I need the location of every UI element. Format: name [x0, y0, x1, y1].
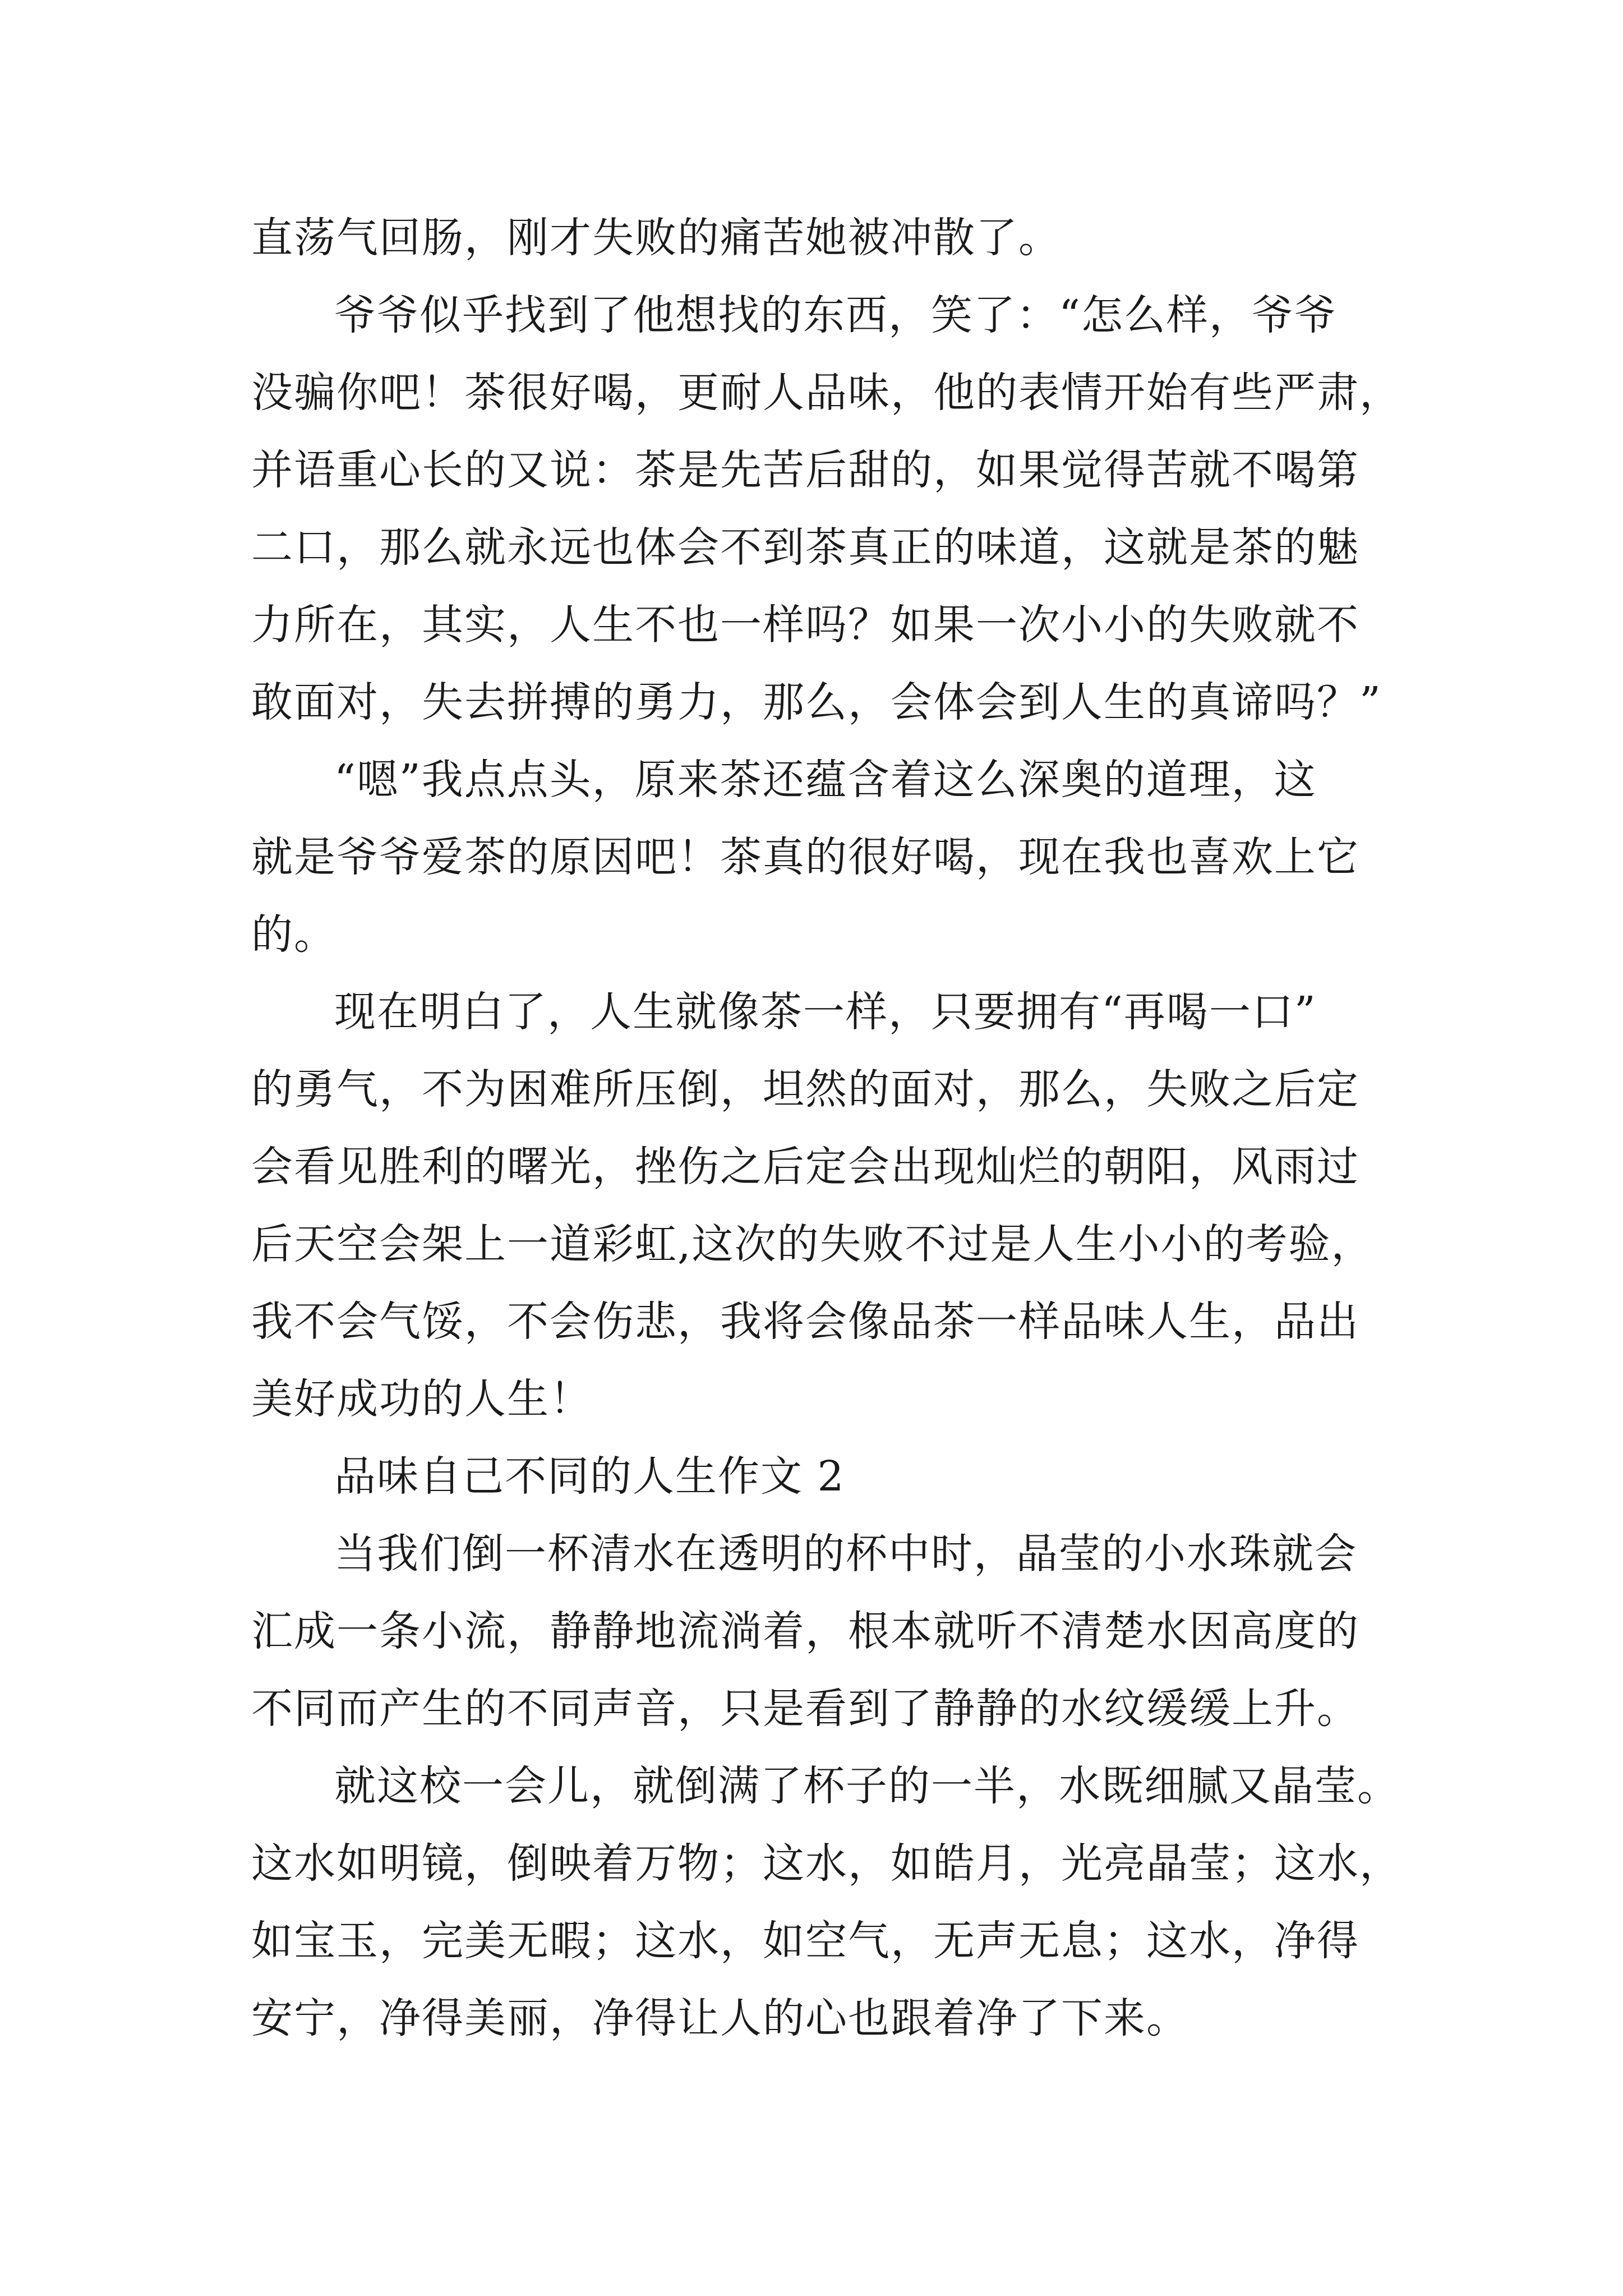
text-line: 不同而产生的不同声音，只是看到了静静的水纹缓缓上升。 [251, 1685, 1359, 1733]
text-line: 当我们倒一杯清水在透明的杯中时，晶莹的小水珠就会 [334, 1530, 1357, 1578]
text-line: “嗯”我点点头，原来茶还蕴含着这么深奥的道理，这 [334, 756, 1317, 804]
text-line: 直荡气回肠，刚才失败的痛苦她被冲散了。 [251, 214, 1061, 262]
text-line: 的勇气，不为困难所压倒，坦然的面对，那么，失败之后定 [251, 1065, 1359, 1114]
text-line: 爷爷似乎找到了他想找的东西，笑了：“怎么样，爷爷 [334, 291, 1337, 339]
text-line: 敢面对，失去拼搏的勇力，那么，会体会到人生的真谛吗？” [251, 678, 1382, 726]
text-line: 就这校一会儿，就倒满了杯子的一半，水既细腻又晶莹。 [334, 1762, 1400, 1810]
text-line: 汇成一条小流，静静地流淌着，根本就听不清楚水因高度的 [251, 1607, 1359, 1655]
text-line: 没骗你吧！茶很好喝，更耐人品味，他的表情开始有些严肃， [251, 369, 1402, 417]
text-line: 并语重心长的又说：茶是先苦后甜的，如果觉得苦就不喝第 [251, 446, 1359, 494]
text-line: 现在明白了，人生就像茶一样，只要拥有“再喝一口” [334, 988, 1317, 1036]
text-line: 会看见胜利的曙光，挫伤之后定会出现灿烂的朝阳，风雨过 [251, 1143, 1359, 1191]
text-line: 二口，那么就永远也体会不到茶真正的味道，这就是茶的魅 [251, 523, 1359, 572]
text-line: 这水如明镜，倒映着万物；这水，如皓月，光亮晶莹；这水， [251, 1839, 1402, 1888]
text-line: 力所在，其实，人生不也一样吗？如果一次小小的失败就不 [251, 601, 1359, 649]
text-line: 就是爷爷爱茶的原因吧！茶真的很好喝，现在我也喜欢上它 [251, 833, 1359, 881]
text-line: 美好成功的人生！ [251, 1375, 592, 1423]
text-line: 安宁，净得美丽，净得让人的心也跟着净了下来。 [251, 1994, 1189, 2042]
body-text [251, 199, 1440, 2057]
text-line: 后天空会架上一道彩虹,这次的失败不过是人生小小的考验， [251, 1220, 1374, 1268]
text-line: 我不会气馁，不会伤悲，我将会像品茶一样品味人生，品出 [251, 1297, 1359, 1346]
text-line: 如宝玉，完美无暇；这水，如空气，无声无息；这水，净得 [251, 1917, 1359, 1965]
text-line: 的。 [251, 910, 336, 959]
section-heading: 品味自己不同的人生作文 2 [334, 1452, 845, 1501]
